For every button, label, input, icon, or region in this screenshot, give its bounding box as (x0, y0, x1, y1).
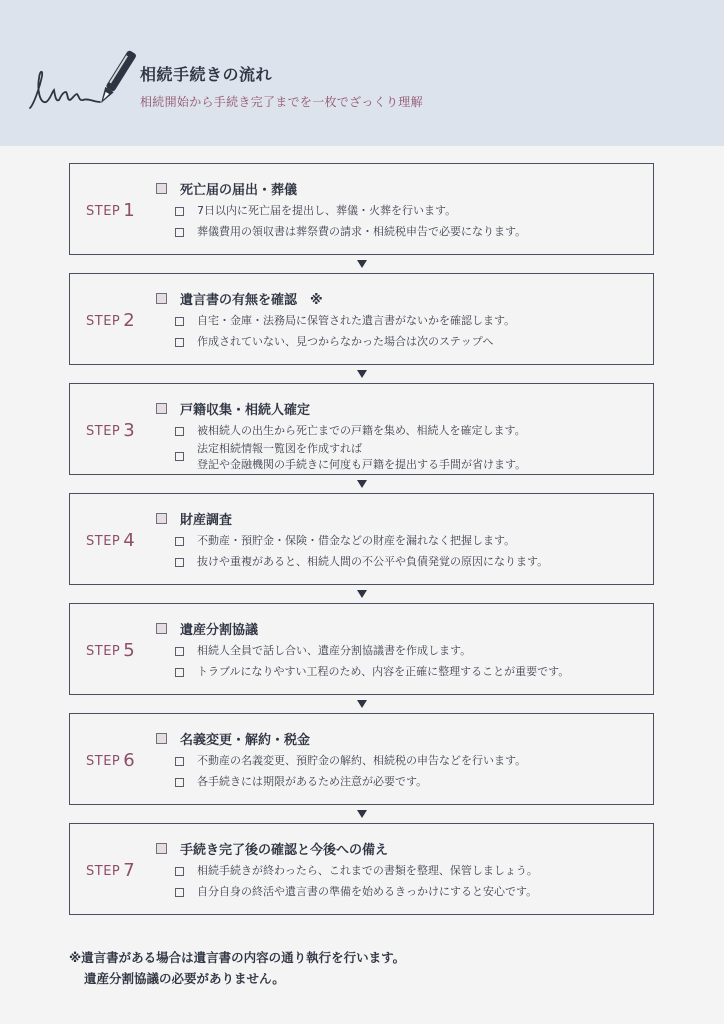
step-title: 財産調査 (180, 512, 233, 528)
header-banner (0, 0, 724, 146)
checkbox-icon (175, 647, 184, 656)
step-card-4 (69, 493, 654, 585)
checkbox-icon (175, 338, 184, 347)
title-checkbox-icon (156, 843, 167, 854)
down-arrow-icon (357, 260, 367, 268)
list-item: 相続手続きが終わったら、これまでの書類を整理、保管しましょう。 (175, 863, 538, 879)
checkbox-icon (175, 452, 184, 461)
checkbox-icon (175, 558, 184, 567)
down-arrow-icon (357, 480, 367, 488)
down-arrow-icon (357, 700, 367, 708)
step-label: STEP 4 (86, 530, 136, 551)
step-card-5 (69, 603, 654, 695)
pen-signature-icon (26, 46, 136, 118)
checkbox-icon (175, 317, 184, 326)
title-checkbox-icon (156, 293, 167, 304)
down-arrow-icon (357, 810, 367, 818)
title-checkbox-icon (156, 733, 167, 744)
list-item: 抜けや重複があると、相続人間の不公平や負債発覚の原因になります。 (175, 554, 548, 570)
checkbox-icon (175, 228, 184, 237)
step-label: STEP 1 (86, 200, 136, 221)
list-item: 被相続人の出生から死亡までの戸籍を集め、相続人を確定します。 (175, 423, 526, 439)
title-checkbox-icon (156, 513, 167, 524)
title-checkbox-icon (156, 623, 167, 634)
step-title: 遺言書の有無を確認 ※ (180, 292, 323, 308)
list-item: 相続人全員で話し合い、遺産分割協議書を作成します。 (175, 643, 471, 659)
title-checkbox-icon (156, 183, 167, 194)
step-label: STEP 2 (86, 310, 136, 331)
step-title: 死亡届の届出・葬儀 (180, 182, 298, 198)
checkbox-icon (175, 207, 184, 216)
title-checkbox-icon (156, 403, 167, 414)
checkbox-icon (175, 757, 184, 766)
list-item: 葬儀費用の領収書は葬祭費の請求・相続税申告で必要になります。 (175, 224, 526, 240)
checkbox-icon (175, 537, 184, 546)
step-label: STEP 5 (86, 640, 136, 661)
checkbox-icon (175, 867, 184, 876)
step-label: STEP 6 (86, 750, 136, 771)
footnote-line-2: 遺産分割協議の必要がありません。 (84, 971, 285, 986)
page-title: 相続手続きの流れ (140, 65, 273, 84)
checkbox-icon (175, 427, 184, 436)
list-item: 自宅・金庫・法務局に保管された遺言書がないかを確認します。 (175, 313, 515, 329)
list-item: 作成されていない、見つからなかった場合は次のステップへ (175, 334, 494, 350)
step-title: 手続き完了後の確認と今後への備え (180, 842, 389, 858)
footnote-line-1: ※遺言書がある場合は遺言書の内容の通り執行を行います。 (69, 950, 406, 965)
step-card-1 (69, 163, 654, 255)
down-arrow-icon (357, 590, 367, 598)
step-label: STEP 3 (86, 420, 136, 441)
step-label: STEP 7 (86, 860, 136, 881)
page-subtitle: 相続開始から手続き完了までを一枚でざっくり理解 (140, 95, 423, 109)
list-item: 7日以内に死亡届を提出し、葬儀・火葬を行います。 (175, 203, 456, 219)
list-item: 法定相続情報一覧図を作成すれば 登記や金融機関の手続きに何度も戸籍を提出する手間が省けます。 (175, 441, 526, 473)
checkbox-icon (175, 888, 184, 897)
checkbox-icon (175, 668, 184, 677)
step-title: 名義変更・解約・税金 (180, 732, 311, 748)
step-title: 戸籍収集・相続人確定 (180, 402, 311, 418)
step-card-7 (69, 823, 654, 915)
list-item: 不動産・預貯金・保険・借金などの財産を漏れなく把握します。 (175, 533, 515, 549)
list-item: 各手続きには期限があるため注意が必要です。 (175, 774, 427, 790)
step-card-3 (69, 383, 654, 475)
step-card-6 (69, 713, 654, 805)
step-title: 遺産分割協議 (180, 622, 259, 638)
list-item: トラブルになりやすい工程のため、内容を正確に整理することが重要です。 (175, 664, 569, 680)
down-arrow-icon (357, 370, 367, 378)
step-card-2 (69, 273, 654, 365)
list-item: 自分自身の終活や遺言書の準備を始めるきっかけにすると安心です。 (175, 884, 537, 900)
list-item: 不動産の名義変更、預貯金の解約、相続税の申告などを行います。 (175, 753, 526, 769)
footnote (69, 947, 405, 989)
checkbox-icon (175, 778, 184, 787)
